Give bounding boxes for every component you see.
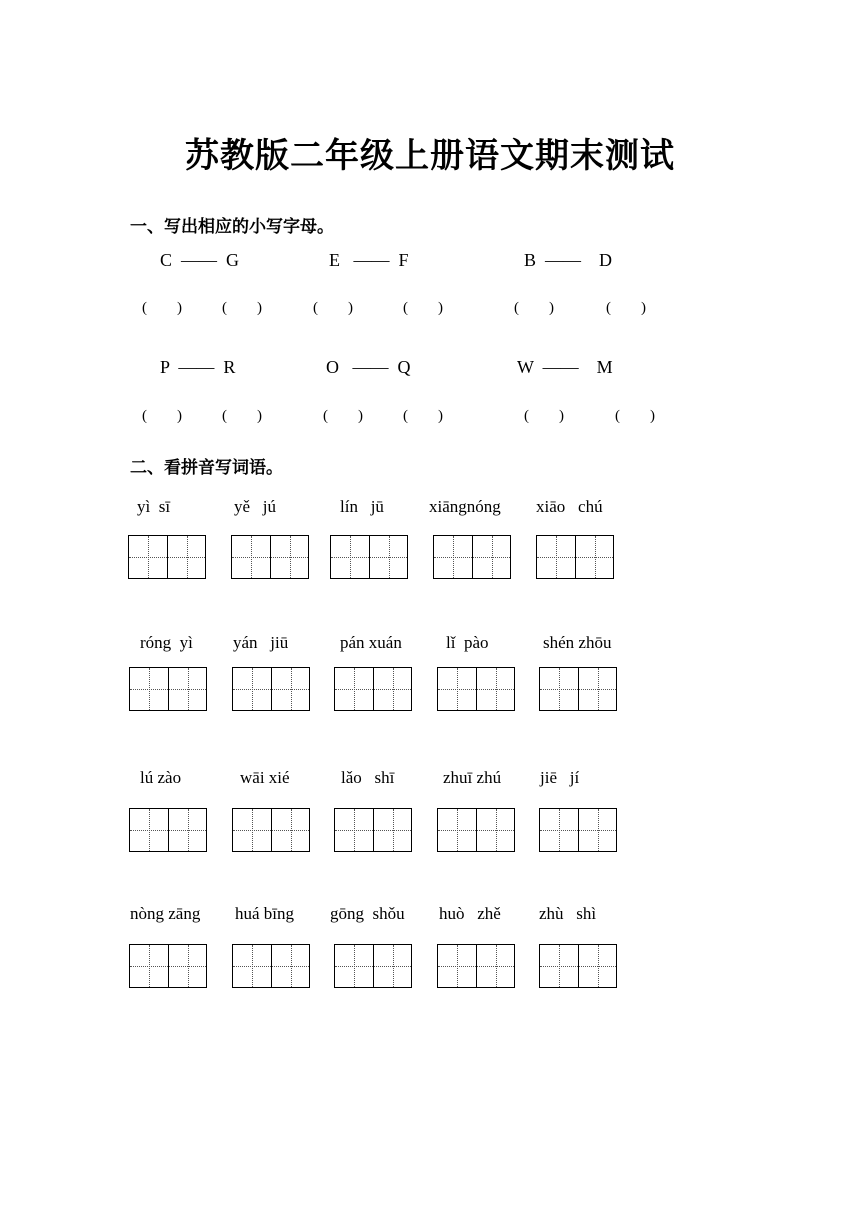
answer-blank[interactable]: ( ) — [403, 408, 443, 424]
pinyin-label: wāi xié — [240, 768, 290, 787]
answer-blank[interactable]: ( ) — [142, 408, 182, 424]
letter-pair: E —— F — [329, 250, 409, 270]
answer-blank[interactable]: ( ) — [514, 300, 554, 316]
writing-grid[interactable] — [437, 944, 515, 988]
writing-grid[interactable] — [330, 535, 408, 579]
pinyin-label: shén zhōu — [543, 633, 612, 652]
answer-blank[interactable]: ( ) — [615, 408, 655, 424]
pinyin-label: huá bīng — [235, 904, 295, 923]
writing-grid[interactable] — [437, 808, 515, 852]
answer-blank[interactable]: ( ) — [222, 300, 262, 316]
writing-grid[interactable] — [231, 535, 309, 579]
pinyin-label: nòng zāng — [130, 904, 201, 923]
pinyin-label: pán xuán — [340, 633, 402, 652]
writing-grid[interactable] — [232, 808, 310, 852]
writing-grid[interactable] — [536, 535, 614, 579]
pinyin-label: zhù shì — [539, 904, 597, 923]
pinyin-label: yán jiū — [233, 633, 289, 652]
writing-grid[interactable] — [334, 808, 412, 852]
section-1-heading: 一、写出相应的小写字母。 — [130, 217, 334, 237]
writing-grid[interactable] — [128, 535, 206, 579]
pinyin-label: gōng shǒu — [330, 904, 405, 923]
pinyin-label: huò zhě — [439, 904, 501, 923]
section-2-heading: 二、看拼音写词语。 — [130, 458, 283, 478]
pinyin-label: xiāo chú — [536, 497, 603, 516]
pinyin-label: lǎo shī — [341, 768, 395, 787]
letter-pair: O —— Q — [326, 357, 411, 377]
letter-pair: W —— M — [517, 357, 613, 377]
writing-grid[interactable] — [539, 944, 617, 988]
pinyin-label: xiāngnóng — [429, 497, 501, 516]
writing-grid[interactable] — [129, 667, 207, 711]
pinyin-label: lǐ pào — [446, 633, 489, 652]
letter-pair: P —— R — [160, 357, 236, 377]
page-title: 苏教版二年级上册语文期末测试 — [185, 136, 675, 176]
writing-grid[interactable] — [334, 944, 412, 988]
writing-grid[interactable] — [129, 808, 207, 852]
writing-grid[interactable] — [232, 667, 310, 711]
pinyin-label: jiē jí — [540, 768, 580, 787]
pinyin-label: yě jú — [234, 497, 277, 516]
answer-blank[interactable]: ( ) — [606, 300, 646, 316]
answer-blank[interactable]: ( ) — [323, 408, 363, 424]
writing-grid[interactable] — [539, 808, 617, 852]
answer-blank[interactable]: ( ) — [403, 300, 443, 316]
pinyin-label: yì sī — [137, 497, 171, 516]
writing-grid[interactable] — [129, 944, 207, 988]
writing-grid[interactable] — [437, 667, 515, 711]
answer-blank[interactable]: ( ) — [142, 300, 182, 316]
writing-grid[interactable] — [232, 944, 310, 988]
pinyin-label: róng yì — [140, 633, 193, 652]
writing-grid[interactable] — [539, 667, 617, 711]
answer-blank[interactable]: ( ) — [222, 408, 262, 424]
pinyin-label: zhuī zhú — [443, 768, 502, 787]
writing-grid[interactable] — [433, 535, 511, 579]
answer-blank[interactable]: ( ) — [524, 408, 564, 424]
pinyin-label: lín jū — [340, 497, 384, 516]
writing-grid[interactable] — [334, 667, 412, 711]
pinyin-label: lú zào — [140, 768, 182, 787]
answer-blank[interactable]: ( ) — [313, 300, 353, 316]
letter-pair: B —— D — [524, 250, 613, 270]
letter-pair: C —— G — [160, 250, 240, 270]
